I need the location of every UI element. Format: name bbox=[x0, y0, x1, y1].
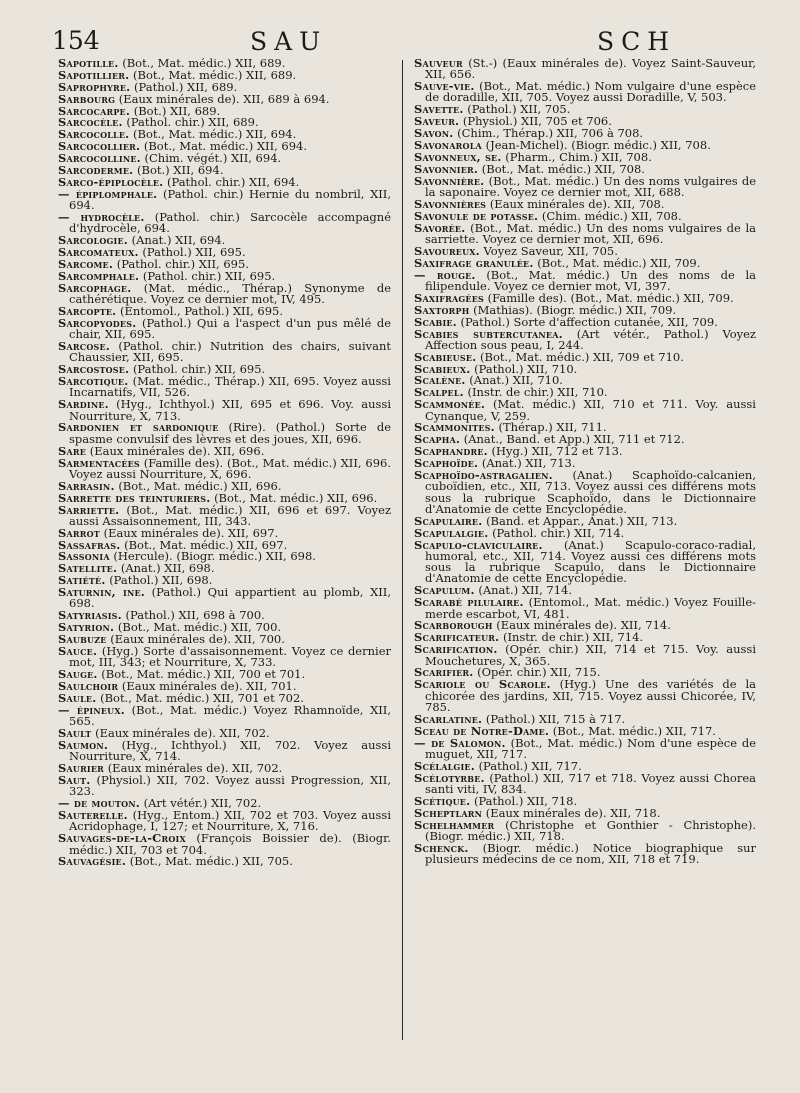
entry-text: (Hyg.) Une des variétés de la chicorée des jardins, XII, 715. Voyez aussi Chicorée, IV, 785. bbox=[425, 677, 756, 714]
index-entry bbox=[414, 840, 756, 867]
right-column bbox=[414, 58, 756, 1043]
entry-headword: Scalène. bbox=[414, 373, 466, 388]
index-entry bbox=[414, 267, 756, 293]
index-entry bbox=[58, 209, 391, 236]
entry-text: (Pathol.) XII, 698. bbox=[109, 573, 213, 588]
entry-text: (Art vétér.) XII, 702. bbox=[143, 796, 262, 811]
entry-headword: Saxtorph bbox=[414, 302, 470, 317]
index-entry bbox=[414, 173, 756, 200]
entry-headword: Scaphoïdo-astragalien. bbox=[414, 468, 553, 483]
index-entry bbox=[58, 455, 391, 481]
entry-headword: Satyrion. bbox=[58, 620, 115, 635]
entry-headword: Scapulalgie. bbox=[414, 525, 489, 540]
entry-headword: Saumon. bbox=[58, 737, 109, 752]
index-entry bbox=[414, 537, 756, 586]
entry-headword: Scarborough bbox=[414, 618, 493, 633]
entry-text: (Bot., Mat. médic.) XII, 708. bbox=[481, 161, 645, 176]
entry-text: (Hyg.) XII, 712 et 713. bbox=[491, 444, 623, 459]
entry-headword: — épineux. bbox=[58, 702, 125, 717]
index-entry bbox=[58, 775, 391, 798]
entry-headword: Saxifragées bbox=[414, 290, 485, 305]
entry-text: (Pharm., Chim.) XII, 708. bbox=[505, 149, 652, 164]
entry-headword: Scélalgie. bbox=[414, 758, 475, 773]
entry-text: (Pathol. chir.) Sarcocèle accompagné d'hydrocèle, 694. bbox=[69, 209, 391, 236]
entry-text: (Bot., Mat. médic.) Un des noms vulgaires de la saponaire. Voyez ce dernier mot, XII, 688. bbox=[425, 173, 756, 200]
entry-text: (Hyg.) Sorte d'assaisonnement. Voyez ce dernier mot, III, 343; et Nourriture, X, 733. bbox=[69, 644, 391, 670]
entry-headword: Sarcocarpe. bbox=[58, 103, 131, 118]
entry-text: (Pathol.) XII, 715 à 717. bbox=[485, 711, 626, 726]
entry-headword: — de Salomon. bbox=[414, 735, 506, 750]
entry-headword: Schenck. bbox=[414, 840, 469, 855]
entry-headword: Schelhammer bbox=[414, 817, 495, 832]
index-entry bbox=[414, 470, 756, 515]
entry-text: (Bot., Mat. médic.) Un des noms vulgaires de la sarriette. Voyez ce dernier mot, XII, 696. bbox=[425, 220, 756, 246]
entry-headword: Sauveur bbox=[414, 58, 463, 70]
entry-text: (Christophe et Gonthier - Christophe). (Biogr. médic.) XII, 718. bbox=[425, 817, 756, 843]
entry-text: (Pathol. chir.) Nutrition des chairs, suivant Chaussier, XII, 695. bbox=[69, 339, 391, 365]
entry-text: (Eaux minérales de). XII, 714. bbox=[496, 618, 671, 633]
entry-headword: — rouge. bbox=[414, 267, 476, 282]
entry-headword: Saprophyre. bbox=[58, 79, 131, 94]
index-entry bbox=[58, 646, 391, 669]
entry-headword: Savette. bbox=[414, 102, 464, 117]
index-entry bbox=[414, 81, 756, 104]
entry-text: (Chim., Thérap.) XII, 706 à 708. bbox=[457, 126, 644, 141]
entry-text: (Pathol. chir.) XII, 695. bbox=[132, 362, 266, 377]
index-entry bbox=[414, 770, 756, 796]
index-entry bbox=[414, 399, 756, 422]
entry-headword: Scariole ou Scarole. bbox=[414, 677, 551, 692]
entry-headword: Savonule de potasse. bbox=[414, 208, 539, 223]
entry-headword: Sauge. bbox=[58, 667, 98, 682]
entry-headword: Sarcocollier. bbox=[58, 139, 141, 154]
entry-text: (Jean-Michel). (Biogr. médic.) XII, 708. bbox=[485, 138, 711, 153]
entry-text: (Biogr. médic.) Notice biographique sur plusieurs médecins de ce nom, XII, 718 et 719. bbox=[425, 840, 756, 867]
index-entry bbox=[414, 597, 756, 620]
entry-headword: Scaphoïde. bbox=[414, 456, 479, 471]
index-entry bbox=[414, 644, 756, 667]
entry-text: (Anat.) XII, 714. bbox=[478, 583, 573, 598]
index-entry bbox=[58, 502, 391, 528]
entry-text: (Pathol. chir.) Hernie du nombril, XII, 694. bbox=[69, 186, 391, 213]
entry-text: (Pathol.) XII, 705. bbox=[467, 102, 571, 117]
entry-text: (Bot., Mat. médic.) Voyez Rhamnoïde, XII, 565. bbox=[69, 702, 391, 729]
entry-text: (Bot., Mat. médic.) XII, 717. bbox=[552, 723, 716, 738]
entry-text: (Bot.) XII, 694. bbox=[137, 163, 224, 178]
index-entry bbox=[58, 186, 391, 213]
entry-text: (Anat.) Scapulo-coraco-radial, humoral, etc., XII, 714. Voyez aussi ces différens mots sous la rubrique Scapulo, dans le Dictionnaire d'Anatomie de cette Encyclopédie. bbox=[425, 537, 756, 586]
index-entry bbox=[58, 702, 391, 729]
entry-headword: Sare bbox=[58, 443, 87, 458]
entry-headword: Sarrasin. bbox=[58, 478, 115, 493]
entry-headword: Saule. bbox=[58, 690, 97, 705]
header-left-keyword: SAU bbox=[250, 27, 328, 56]
entry-text: Voyez Saveur, XII, 705. bbox=[483, 243, 618, 258]
index-entry bbox=[414, 326, 756, 352]
entry-text: (Pathol.) XII, 710. bbox=[474, 361, 578, 376]
entry-text: (Bot., Mat. médic.) XII, 689. bbox=[133, 67, 297, 82]
entry-headword: Sardine. bbox=[58, 397, 109, 412]
entry-headword: Saturnin, ine. bbox=[58, 585, 145, 600]
entry-text: (Entomol., Mat. médic.) Voyez Fouille-merde escarbot, VI, 481. bbox=[425, 595, 756, 621]
entry-headword: Satellite. bbox=[58, 561, 118, 576]
entry-headword: Scapulaire. bbox=[414, 513, 483, 528]
index-entry bbox=[414, 735, 756, 761]
entry-headword: Scapha. bbox=[414, 432, 461, 447]
entry-headword: Scarlatine. bbox=[414, 711, 483, 726]
entry-text: (Bot., Mat. médic.) XII, 705. bbox=[129, 854, 293, 869]
entry-text: (Pathol.) XII, 718. bbox=[473, 793, 578, 808]
entry-text: (Eaux minérales de). XII, 689 à 694. bbox=[118, 91, 330, 106]
entry-text: (Mathias). (Biogr. médic.) XII, 709. bbox=[473, 302, 677, 317]
entry-text: (Bot., Mat. médic.) XII, 694. bbox=[133, 127, 297, 142]
entry-headword: Sarrette des teinturiers. bbox=[58, 490, 211, 505]
entry-headword: Sarcome. bbox=[58, 256, 114, 271]
index-entry bbox=[58, 833, 391, 856]
entry-headword: Saut. bbox=[58, 773, 91, 788]
entry-headword: Savonneux, se. bbox=[414, 149, 502, 164]
entry-text: (Bot., Mat. médic.) Nom vulgaire d'une espèce de doradille, XII, 705. Voyez aussi Doradille, V, 503. bbox=[425, 79, 756, 105]
entry-text: (Chim. végét.) XII, 694. bbox=[144, 151, 282, 166]
entry-headword: Scabies subtercutanea. bbox=[414, 326, 563, 341]
entry-headword: Sauterelle. bbox=[58, 808, 128, 823]
index-entry bbox=[58, 422, 391, 445]
entry-text: (Eaux minérales de). XII, 718. bbox=[485, 805, 661, 820]
index-entry bbox=[414, 58, 756, 81]
entry-headword: Sarcose. bbox=[58, 339, 110, 353]
entry-text: (Bot., Mat. médic.) XII, 696. bbox=[214, 490, 378, 505]
entry-headword: Scheptlarn bbox=[414, 805, 483, 820]
entry-headword: Scammonites. bbox=[414, 420, 495, 435]
entry-headword: Sarcoderme. bbox=[58, 163, 134, 178]
index-entry bbox=[414, 220, 756, 246]
entry-text: (Bot., Mat. médic.) XII, 697. bbox=[124, 537, 288, 552]
index-entry bbox=[58, 341, 391, 364]
entry-text: (Pathol. chir.) XII, 714. bbox=[492, 525, 625, 540]
entry-text: (Anat.) XII, 694. bbox=[131, 233, 226, 248]
entry-headword: Sarmentacées bbox=[58, 455, 140, 470]
entry-text: (Bot., Mat. médic.) XII, 689. bbox=[122, 58, 286, 70]
entry-text: (St.-) (Eaux minérales de). Voyez Saint-Sauveur, XII, 656. bbox=[425, 58, 756, 82]
entry-headword: Scarification. bbox=[414, 642, 498, 657]
entry-text: (Pathol. chir.) XII, 695. bbox=[116, 256, 249, 271]
entry-headword: Sceau de Notre-Dame. bbox=[414, 723, 550, 738]
entry-text: (Bot., Mat. médic.) Nom d'une espèce de muguet, XII, 717. bbox=[425, 735, 756, 761]
entry-text: (Pathol. chir.) XII, 694. bbox=[166, 174, 300, 189]
entry-text: (Pathol. chir.) XII, 695. bbox=[142, 268, 276, 283]
entry-text: (Eaux minérales de). XII, 697. bbox=[103, 525, 279, 540]
entry-text: (Bot., Mat. médic.) XII, 701 et 702. bbox=[100, 690, 304, 705]
entry-headword: Scarabé pilulaire. bbox=[414, 595, 524, 610]
index-entry bbox=[414, 817, 756, 843]
entry-text: (Anat., Band. et App.) XII, 711 et 712. bbox=[463, 432, 685, 447]
entry-text: (Entomol., Pathol.) XII, 695. bbox=[120, 303, 284, 318]
column-divider bbox=[402, 60, 403, 1040]
entry-text: (Anat.) Scaphoïdo-calcanien, cuboïdien, etc., XII, 713. Voyez aussi ces différens mots sous la rubrique Scaphoïdo, dans le Dictionnaire d'Anatomie de cette Encyclopédie. bbox=[425, 468, 756, 516]
index-entry bbox=[58, 856, 391, 867]
entry-headword: Scabie. bbox=[414, 314, 457, 329]
entry-headword: Scarificateur. bbox=[414, 630, 500, 645]
entry-headword: Sarcostose. bbox=[58, 362, 130, 377]
header-right-keyword: SCH bbox=[597, 27, 677, 56]
entry-text: (Bot., Mat. médic.) XII, 694. bbox=[143, 139, 308, 154]
entry-text: (Physiol.) XII, 702. Voyez aussi Progression, XII, 323. bbox=[69, 773, 391, 799]
entry-text: (Anat.) XII, 710. bbox=[469, 373, 563, 388]
entry-headword: Sarrot bbox=[58, 525, 100, 540]
entry-headword: Scapulum. bbox=[414, 583, 475, 598]
entry-text: (Bot., Mat. médic.) XII, 696 et 697. Voyez aussi Assaisonnement, III, 343. bbox=[69, 502, 391, 528]
index-entry bbox=[58, 587, 391, 610]
entry-text: (Anat.) XII, 713. bbox=[481, 456, 576, 471]
entry-headword: Saveur. bbox=[414, 114, 460, 129]
entry-text: (Bot., Mat. médic.) XII, 700 et 701. bbox=[101, 667, 306, 682]
index-entry bbox=[58, 315, 391, 342]
entry-headword: Sarcologie. bbox=[58, 233, 128, 248]
entry-headword: Saxifrage granulée. bbox=[414, 255, 534, 270]
entry-text: (Band. et Appar., Anat.) XII, 713. bbox=[486, 513, 678, 528]
entry-text: (Pathol.) XII, 689. bbox=[134, 79, 238, 94]
entry-text: (Chim. médic.) XII, 708. bbox=[541, 208, 682, 223]
entry-headword: — hydrocèle. bbox=[58, 209, 145, 224]
entry-text: (Bot., Mat. médic.) XII, 709 et 710. bbox=[480, 349, 684, 364]
entry-headword: Sarcopte. bbox=[58, 303, 117, 318]
entry-headword: Sauce. bbox=[58, 644, 98, 658]
entry-text: (Instr. de chir.) XII, 714. bbox=[502, 630, 644, 645]
entry-headword: Sarcocèle. bbox=[58, 115, 123, 130]
entry-headword: Sarbourg bbox=[58, 91, 116, 106]
entry-text: (Famille des). (Bot., Mat. médic.) XII, 709. bbox=[487, 290, 734, 305]
entry-headword: Sarco-épiplocèle. bbox=[58, 174, 164, 189]
entry-headword: Sault bbox=[58, 726, 92, 741]
entry-headword: Sarcopyodes. bbox=[58, 315, 137, 330]
entry-headword: Sapotillier. bbox=[58, 67, 130, 82]
entry-headword: Sarcocolline. bbox=[58, 151, 141, 166]
entry-headword: Satyriasis. bbox=[58, 608, 122, 623]
entry-text: (Physiol.) XII, 705 et 706. bbox=[462, 114, 612, 129]
entry-text: (Mat. médic.) XII, 710 et 711. Voy. aussi Cynanque, V, 259. bbox=[425, 397, 756, 423]
entry-headword: Scalpel. bbox=[414, 385, 464, 400]
entry-headword: Saulchoir bbox=[58, 679, 119, 694]
entry-headword: Sarcotique. bbox=[58, 374, 129, 389]
entry-headword: Sauvagésie. bbox=[58, 854, 127, 869]
page-header bbox=[52, 26, 740, 58]
entry-headword: Satiété. bbox=[58, 573, 106, 588]
index-entry bbox=[58, 737, 391, 764]
entry-headword: Savonnier. bbox=[414, 161, 479, 176]
entry-headword: Sarriette. bbox=[58, 502, 120, 517]
entry-text: (Eaux minérales de). XII, 708. bbox=[489, 196, 665, 211]
entry-headword: — épiplomphale. bbox=[58, 186, 158, 201]
entry-text: (Opér. chir.) XII, 715. bbox=[477, 665, 601, 680]
entry-headword: Savonnière. bbox=[414, 173, 485, 188]
index-entry bbox=[58, 399, 391, 422]
entry-headword: Scétique. bbox=[414, 793, 471, 808]
entry-text: (Hercule). (Biogr. médic.) XII, 698. bbox=[113, 549, 316, 564]
entry-text: (Hyg., Entom.) XII, 702 et 703. Voyez aussi Acridophage, I, 127; et Nourriture, X, 716. bbox=[69, 808, 391, 834]
entry-headword: Scaphandre. bbox=[414, 444, 488, 459]
entry-headword: Savon. bbox=[414, 126, 454, 141]
entry-text: (Instr. de chir.) XII, 710. bbox=[467, 385, 608, 400]
entry-text: (Thérap.) XII, 711. bbox=[498, 420, 607, 435]
entry-text: (Pathol.) XII, 717. bbox=[478, 758, 582, 773]
entry-text: (Eaux minérales de). XII, 696. bbox=[89, 443, 265, 458]
left-column bbox=[58, 58, 391, 1043]
entry-headword: Scélotyrbe. bbox=[414, 770, 485, 785]
entry-text: (Hyg., Ichthyol.) XII, 695 et 696. Voy. aussi Nourriture, X, 713. bbox=[69, 397, 391, 423]
entry-headword: Saurier bbox=[58, 761, 105, 776]
entry-text: (Opér. chir.) XII, 714 et 715. Voy. aussi Mouchetures, X, 365. bbox=[425, 642, 756, 668]
entry-text: (Mat. médic., Thérap.) XII, 695. Voyez aussi Incarnatifs, VII, 526. bbox=[69, 374, 391, 400]
entry-text: (François Boissier de). (Biogr. médic.) XII, 703 et 704. bbox=[69, 831, 391, 857]
entry-text: (Pathol. chir.) XII, 689. bbox=[126, 115, 259, 130]
index-entry bbox=[58, 376, 391, 399]
entry-headword: Scammonée. bbox=[414, 397, 486, 412]
entry-text: (Pathol.) Sorte d'affection cutanée, XII, 709. bbox=[460, 314, 718, 329]
entry-headword: Sarcocolle. bbox=[58, 127, 130, 142]
entry-text: (Pathol.) Qui a l'aspect d'un pus mêlé de chair, XII, 695. bbox=[69, 315, 391, 342]
entry-text: (Art vétér., Pathol.) Voyez Affection sous peau, I, 244. bbox=[425, 326, 756, 352]
entry-text: (Bot.) XII, 689. bbox=[133, 103, 221, 118]
entry-text: (Famille des). (Bot., Mat. médic.) XII, 696. Voyez aussi Nourriture, X, 696. bbox=[69, 455, 391, 481]
entry-headword: Sapotille. bbox=[58, 58, 119, 70]
entry-headword: Sassafras. bbox=[58, 537, 121, 552]
index-entry bbox=[414, 679, 756, 713]
entry-text: (Pathol.) XII, 717 et 718. Voyez aussi Chorea santi viti, IV, 834. bbox=[425, 770, 756, 796]
entry-headword: Savonnières bbox=[414, 196, 487, 211]
entry-headword: Savoureux. bbox=[414, 243, 480, 258]
entry-text: (Pathol.) XII, 695. bbox=[142, 245, 246, 260]
page-number: 154 bbox=[52, 26, 100, 55]
entry-text: (Eaux minérales de). XII, 701. bbox=[121, 679, 297, 694]
entry-text: (Eaux minérales de). XII, 700. bbox=[110, 632, 285, 647]
entry-headword: Sarcomphale. bbox=[58, 268, 140, 283]
index-entry bbox=[58, 810, 391, 833]
entry-headword: Scabieux. bbox=[414, 361, 471, 376]
entry-text: (Bot., Mat. médic.) Un des noms de la filipendule. Voyez ce dernier mot, VI, 397. bbox=[425, 267, 756, 293]
entry-text: (Hyg., Ichthyol.) XII, 702. Voyez aussi Nourriture, X, 714. bbox=[69, 737, 391, 764]
entry-headword: Sarcophage. bbox=[58, 280, 132, 295]
entry-headword: Sardonien et sardonique bbox=[58, 420, 219, 435]
entry-headword: Saubuze bbox=[58, 632, 107, 647]
entry-headword: Savorée. bbox=[414, 220, 466, 235]
entry-text: (Rire). (Pathol.) Sorte de spasme convulsif des lèvres et des joues, XII, 696. bbox=[69, 420, 391, 446]
entry-text: (Pathol.) Qui appartient au plomb, XII, 698. bbox=[69, 585, 391, 611]
entry-headword: Savonarola bbox=[414, 138, 482, 153]
entry-headword: Sauve-vie. bbox=[414, 79, 475, 94]
entry-headword: Scapulo-claviculaire. bbox=[414, 537, 543, 552]
entry-headword: Sassonia bbox=[58, 549, 110, 564]
entry-text: (Bot., Mat. médic.) XII, 700. bbox=[117, 620, 282, 635]
entry-text: (Pathol.) XII, 698 à 700. bbox=[125, 608, 265, 623]
entry-headword: Scabieuse. bbox=[414, 349, 477, 364]
entry-text: (Mat. médic., Thérap.) Synonyme de cathérétique. Voyez ce dernier mot, IV, 495. bbox=[69, 280, 391, 307]
entry-text: (Eaux minérales de). XII, 702. bbox=[107, 761, 283, 776]
entry-text: (Bot., Mat. médic.) XII, 709. bbox=[537, 255, 701, 270]
entry-headword: Sarcomateux. bbox=[58, 245, 139, 260]
entry-headword: Scarifier. bbox=[414, 665, 474, 680]
entry-headword: — de mouton. bbox=[58, 796, 140, 811]
entry-text: (Eaux minérales de). XII, 702. bbox=[95, 726, 270, 741]
index-entry bbox=[58, 280, 391, 307]
entry-text: (Bot., Mat. médic.) XII, 696. bbox=[118, 478, 282, 493]
entry-headword: Sauvages-de-la-Croix bbox=[58, 831, 186, 846]
entry-text: (Anat.) XII, 698. bbox=[120, 561, 215, 576]
